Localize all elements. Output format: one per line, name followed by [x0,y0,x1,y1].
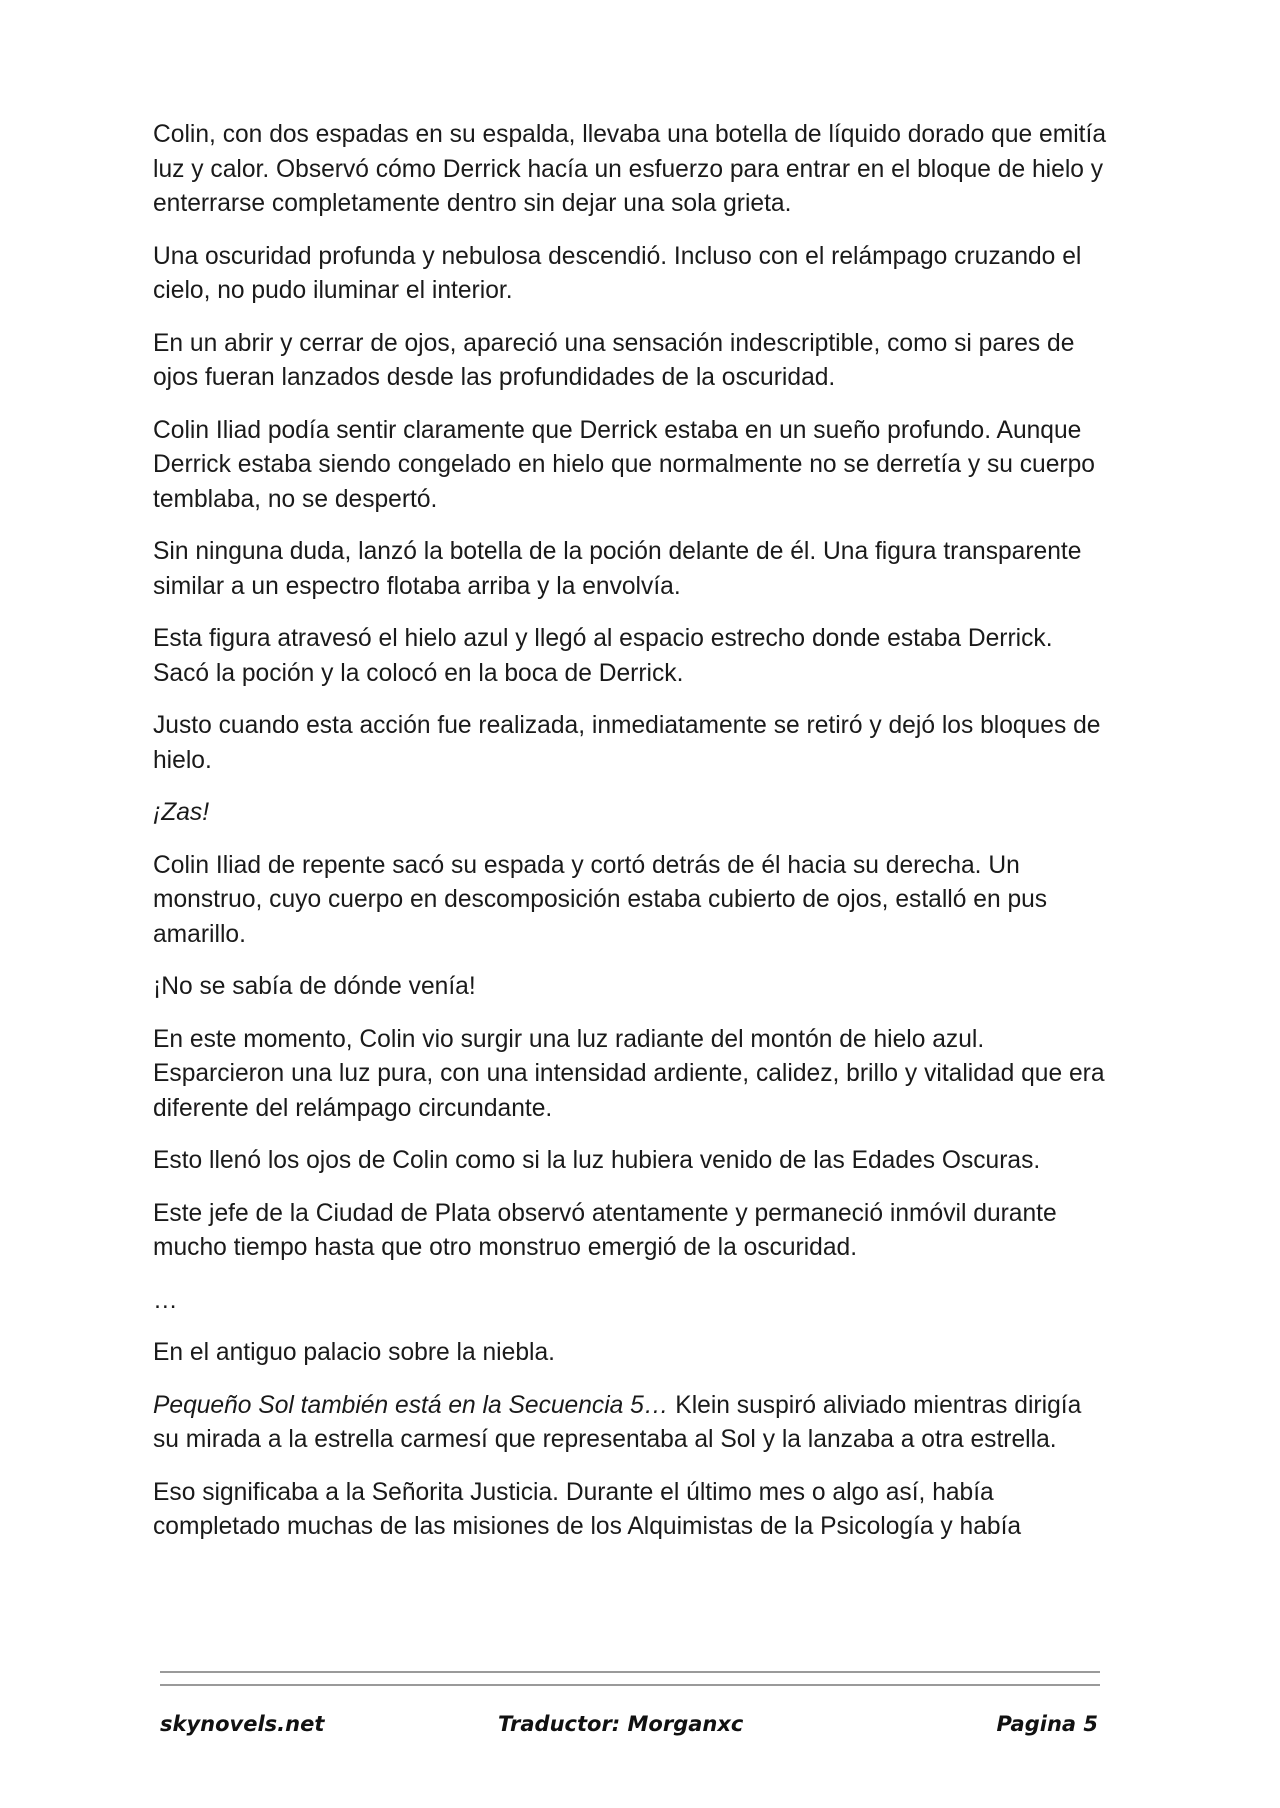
paragraph: Eso significaba a la Señorita Justicia. Durante el último mes o algo así, había completado muchas de las misiones de los Alquimistas de la Psicología y había [153,1478,1022,1540]
document-body [153,118,1113,1563]
paragraph: Este jefe de la Ciudad de Plata observó atentamente y permaneció inmóvil durante mucho tiempo hasta que otro monstruo emergió de la oscuridad. [153,1199,1057,1261]
paragraph: En este momento, Colin vio surgir una luz radiante del montón de hielo azul. Esparcieron una luz pura, con una intensidad ardiente, calidez, brillo y vitalidad que era diferente del relámpago circundante. [153,1025,1105,1122]
paragraph [153,1389,1113,1458]
paragraph: Colin Iliad de repente sacó su espada y cortó detrás de él hacia su derecha. Un monstruo, cuyo cuerpo en descomposición estaba cubierto de ojos, estalló en pus amarillo. [153,851,1048,948]
footer-site: skynovels.net [160,1712,325,1736]
page-footer [160,1712,1100,1746]
italic-text: ¡Zas! [153,799,210,826]
paragraph-interjection [153,796,1113,831]
scene-break: … [153,1286,178,1314]
paragraph: Sin ninguna duda, lanzó la botella de la poción delante de él. Una figura transparente similar a un espectro flotaba arriba y la envolvía. [153,538,1082,600]
footer-page-number: Pagina 5 [996,1712,1098,1736]
paragraph: Colin Iliad podía sentir claramente que Derrick estaba en un sueño profundo. Aunque Derrick estaba siendo congelado en hielo que normalmente no se derretía y su cuerpo temblaba, no se despertó. [153,416,1095,513]
paragraph-text: Klein suspiró aliviado mientras dirigía su mirada a la estrella carmesí que representaba al Sol y la lanzaba a otra estrella. [153,1391,1082,1453]
footer-divider-bottom [160,1684,1100,1686]
footer-divider-top [160,1671,1100,1673]
paragraph: Una oscuridad profunda y nebulosa descendió. Incluso con el relámpago cruzando el cielo, no pudo iluminar el interior. [153,242,1082,304]
paragraph: En el antiguo palacio sobre la niebla. [153,1339,555,1366]
paragraph: Justo cuando esta acción fue realizada, inmediatamente se retiró y dejó los bloques de hielo. [153,712,1101,774]
paragraph: En un abrir y cerrar de ojos, apareció una sensación indescriptible, como si pares de ojos fueran lanzados desde las profundidades de la oscuridad. [153,329,1075,391]
italic-thought: Pequeño Sol también está en la Secuencia 5… [153,1391,669,1419]
paragraph: Esto llenó los ojos de Colin como si la luz hubiera venido de las Edades Oscuras. [153,1147,1041,1174]
paragraph: ¡No se sabía de dónde venía! [153,973,476,1000]
footer-translator: Traductor: Morganxc [498,1712,744,1736]
paragraph: Esta figura atravesó el hielo azul y llegó al espacio estrecho donde estaba Derrick. Sacó la poción y la colocó en la boca de Derrick. [153,625,1053,687]
paragraph: Colin, con dos espadas en su espalda, llevaba una botella de líquido dorado que emitía luz y calor. Observó cómo Derrick hacía un esfuerzo para entrar en el bloque de hielo y enterrarse completamente dentro sin dejar una sola grieta. [153,121,1106,217]
